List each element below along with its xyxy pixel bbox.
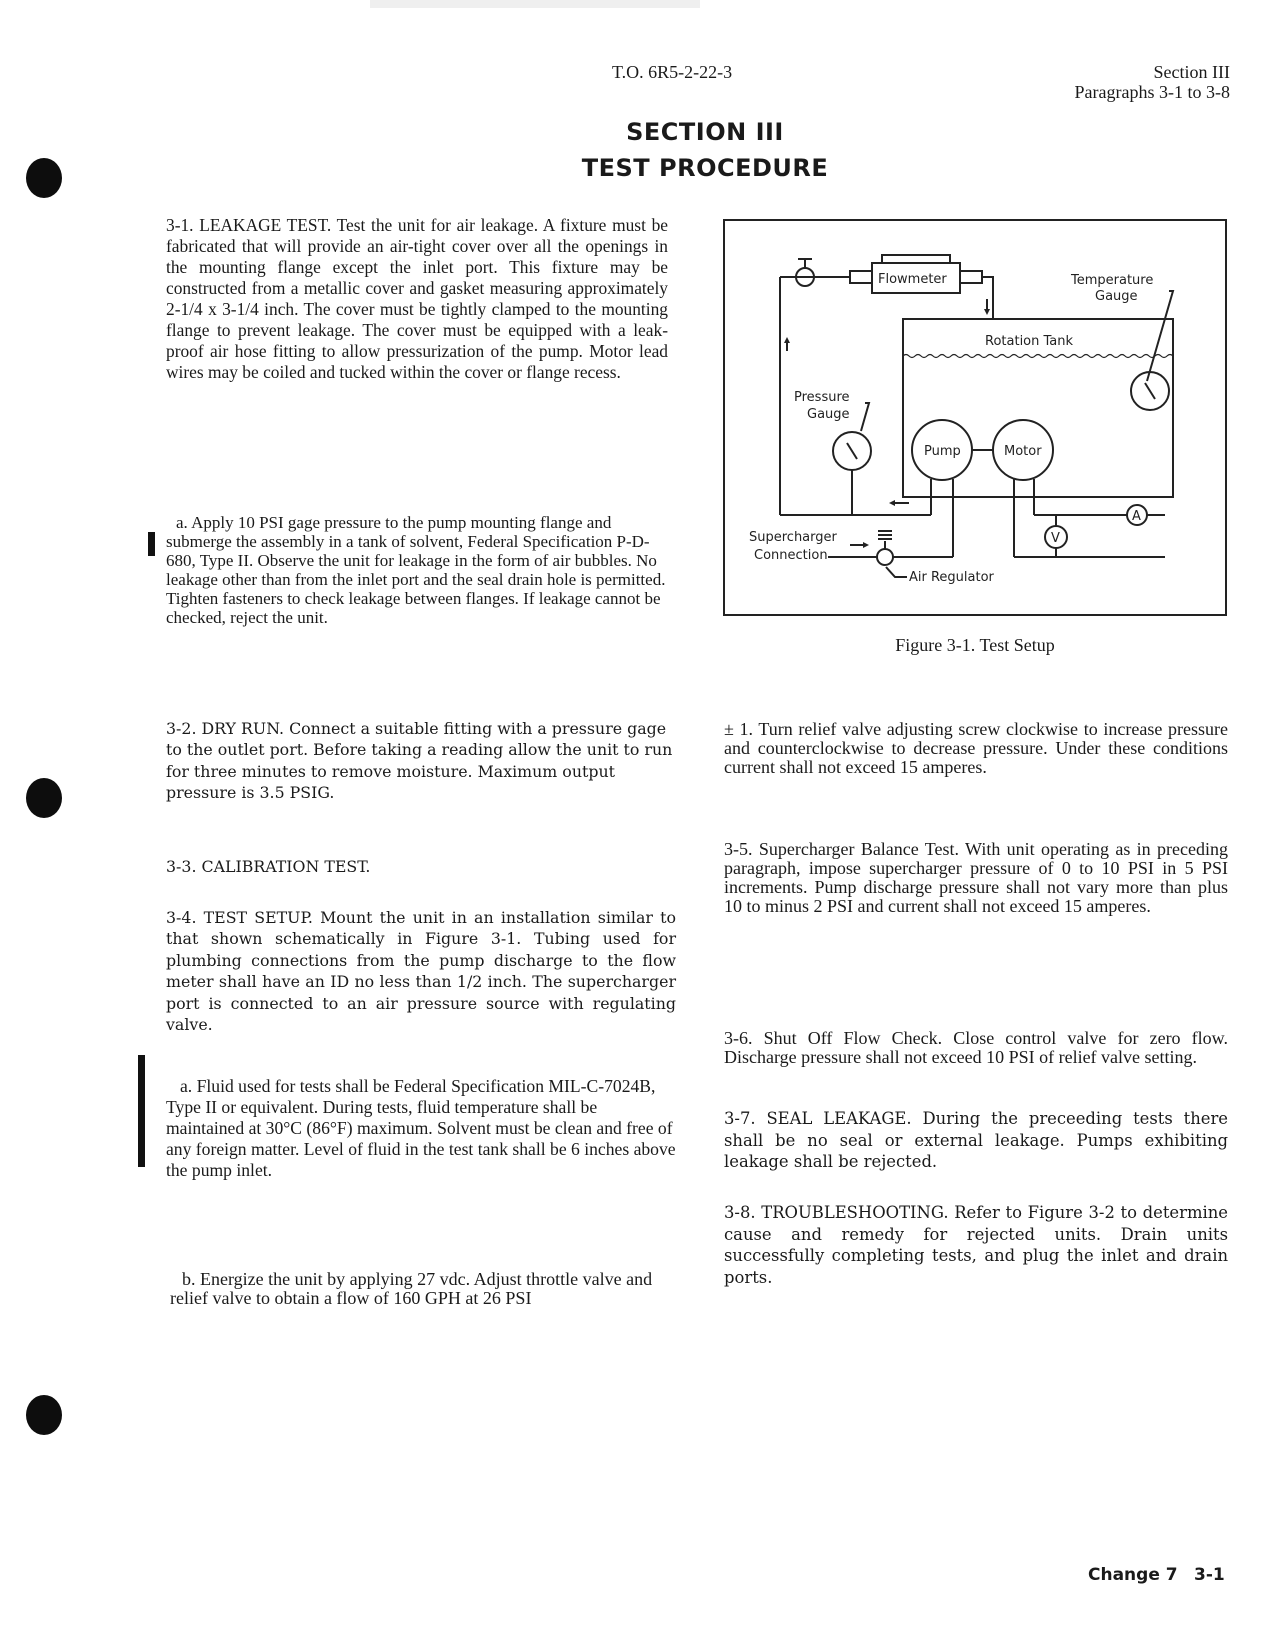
- pressure-label: Pressure: [794, 390, 850, 405]
- doc-number: T.O. 6R5-2-22-3: [612, 62, 733, 82]
- paragraph-range: Paragraphs 3-1 to 3-8: [1074, 82, 1230, 102]
- connection-label: Connection: [754, 548, 828, 563]
- pressure-gauge-label: Gauge: [807, 407, 850, 422]
- paragraph-3-8: 3-8. TROUBLESHOOTING. Refer to Figure 3-2 to determine cause and remedy for rejected units. Drain units successfully completing tests, and plug the inlet and drain ports.: [724, 1203, 1228, 1287]
- flowmeter-label: Flowmeter: [878, 272, 947, 287]
- paragraph-3-1a: a. Apply 10 PSI gage pressure to the pump mounting flange and submerge the assembly in a tank of solvent, Federal Specification P-D-680, Type II. Observe the unit for leakage in the form of air bubbles. No leakage other than from the inlet port and the seal drain hole is permitted. Tighten fasteners to check leakage between flanges. If leakage cannot be checked, reject the unit.: [166, 513, 666, 627]
- binder-hole-bottom: [26, 1395, 62, 1435]
- temperature-gauge-label: Gauge: [1095, 289, 1138, 304]
- change-number: Change 7: [1088, 1565, 1178, 1585]
- ammeter-label: A: [1132, 509, 1141, 524]
- page-title: TEST PROCEDURE: [581, 154, 829, 182]
- page-number: 3-1: [1194, 1565, 1225, 1585]
- paragraph-3-4b: b. Energize the unit by applying 27 vdc. Adjust throttle valve and relief valve to obtain a flow of 160 GPH at 26 PSI: [170, 1269, 653, 1308]
- pump-label: Pump: [924, 444, 961, 459]
- paragraph-3-4b-continued: ± 1. Turn relief valve adjusting screw clockwise to increase pressure and counterclockwise to decrease pressure. Under these conditions current shall not exceed 15 amperes.: [724, 719, 1228, 777]
- change-bar: [148, 532, 155, 556]
- change-bar: [138, 1055, 145, 1167]
- paragraph-3-4: 3-4. TEST SETUP. Mount the unit in an installation similar to that shown schematically in Figure 3-1. Tubing used for plumbing connections from the pump discharge to the flow meter shall have an ID no less than 1/2 inch. The supercharger port is connected to an air pressure source with regulating valve.: [166, 907, 676, 1035]
- supercharger-label: Supercharger: [749, 530, 837, 545]
- scan-artifact: [370, 0, 700, 8]
- section-title: SECTION III: [626, 118, 784, 146]
- paragraph-3-1: 3-1. LEAKAGE TEST. Test the unit for air leakage. A fixture must be fabricated that will provide an air-tight cover over all the openings in the mounting flange except the inlet port. This fixture may be constructed from a metallic cover and gasket measuring approximately 2-1/4 x 3-1/4 inch. The cover must be tightly clamped to the mounting flange to prevent leakage. The cover must be equipped with a leak-proof air hose fitting to allow pressurization of the pump. Motor lead wires may be coiled and tucked within the cover or flange recess.: [166, 215, 668, 382]
- motor-label: Motor: [1004, 444, 1042, 459]
- binder-hole-top: [26, 158, 62, 198]
- binder-hole-middle: [26, 778, 62, 818]
- paragraph-3-4a: a. Fluid used for tests shall be Federal Specification MIL-C-7024B, Type II or equivalent. During tests, fluid temperature shall be maintained at 30°C (86°F) maximum. Solvent must be clean and free of any foreign matter. Level of fluid in the test tank shall be 6 inches above the pump inlet.: [166, 1075, 676, 1180]
- paragraph-3-7: 3-7. SEAL LEAKAGE. During the preceeding tests there shall be no seal or external leakage. Pumps exhibiting leakage shall be rejected.: [724, 1109, 1228, 1172]
- paragraph-3-3: 3-3. CALIBRATION TEST.: [166, 856, 371, 876]
- section-ref: Section III: [1153, 62, 1230, 82]
- rotation-tank-label: Rotation Tank: [985, 334, 1074, 349]
- paragraph-3-2: 3-2. DRY RUN. Connect a suitable fitting with a pressure gage to the outlet port. Before taking a reading allow the unit to run for three minutes to remove moisture. Maximum output pressure is 3.5 PSIG.: [166, 718, 673, 803]
- voltmeter-label: V: [1051, 531, 1060, 546]
- paragraph-3-6: 3-6. Shut Off Flow Check. Close control valve for zero flow. Discharge pressure shall not exceed 10 PSI of relief valve setting.: [724, 1028, 1228, 1067]
- air-regulator-label: Air Regulator: [909, 570, 994, 585]
- figure-caption: Figure 3-1. Test Setup: [895, 635, 1055, 655]
- test-setup-schematic: [725, 221, 1225, 614]
- figure-3-1: [723, 219, 1227, 616]
- temperature-label: Temperature: [1071, 273, 1154, 288]
- paragraph-3-5: 3-5. Supercharger Balance Test. With unit operating as in preceding paragraph, impose supercharger pressure of 0 to 10 PSI in 5 PSI increments. Pump discharge pressure shall not vary more than plus 10 to minus 2 PSI and current shall not exceed 15 amperes.: [724, 839, 1228, 916]
